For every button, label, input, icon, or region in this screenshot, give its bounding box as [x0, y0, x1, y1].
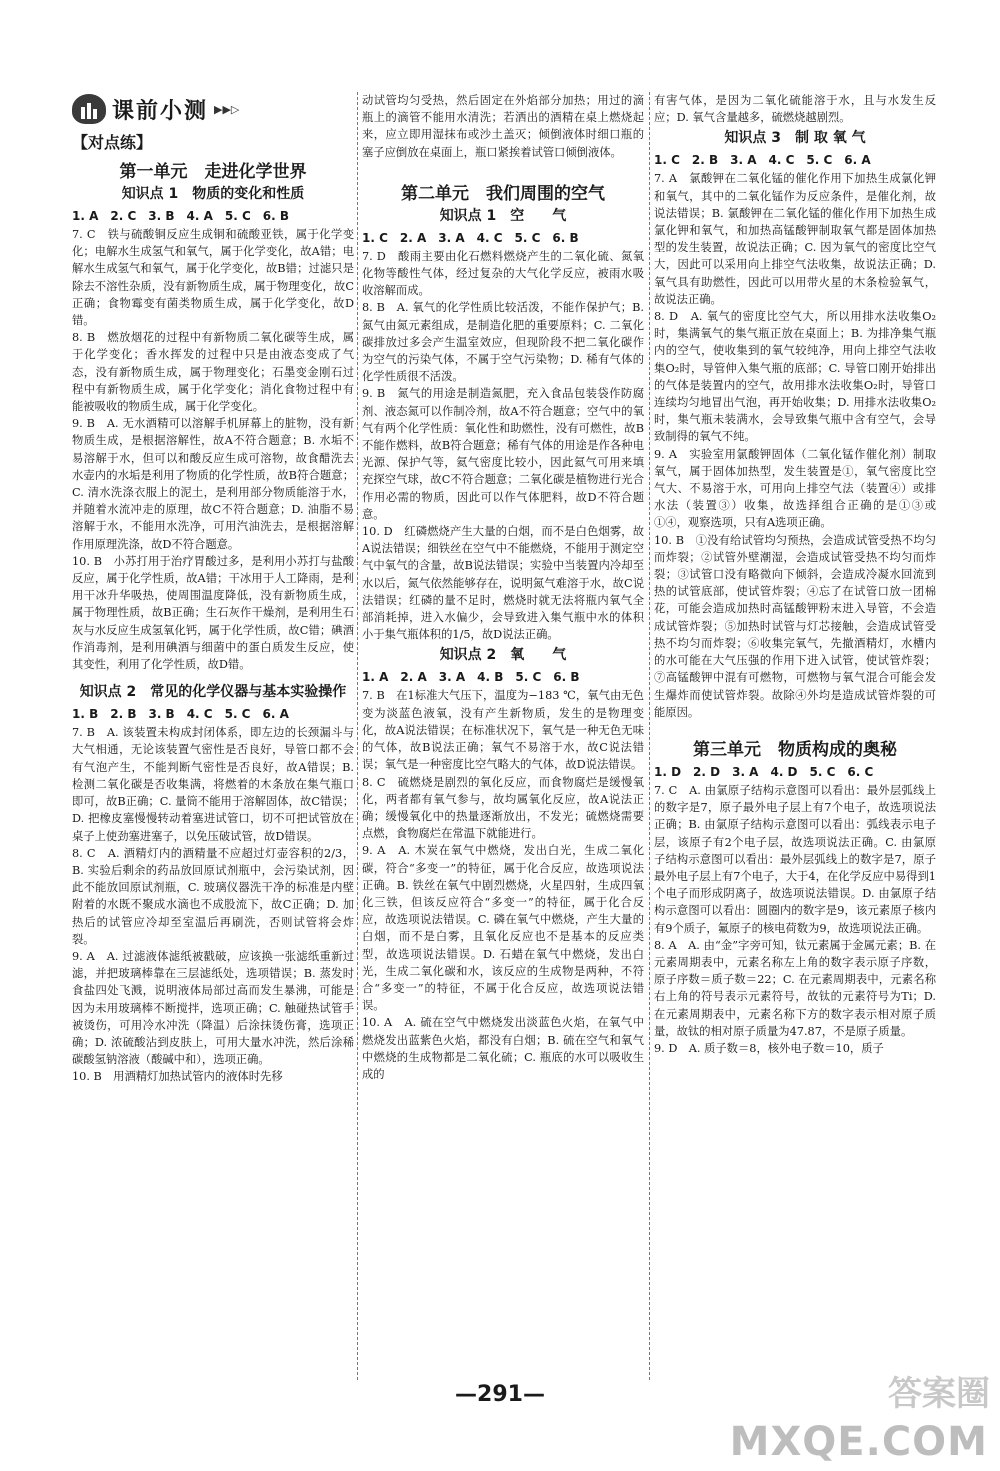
answer-item: 8. B 燃放烟花的过程中有新物质二氧化碳等生成，属于化学变化；香水挥发的过程中只是由液态变成了气态，没有新物质生成，属于物理变化；石墨变金刚石过程中有新物质生成，属于化学变化；消化食物过程中有能被吸收的物质生成，属于化学变化。	[72, 331, 354, 414]
answer-item: 7. B A. 该装置未构成封闭体系，即左边的长颈漏斗与大气相通，无论该装置气密性是否良好，导管口都不会有气泡产生，不能判断气密性是否良好，故A错误；B. 检测二氧化碳是否收集满，将燃着的木条放在集气瓶口即可，故B正确；C. 量筒不能用于溶解固体，故C错误；D. 把橡皮塞慢慢转动着塞进试管口，切不可把试管放在桌子上使劲塞进塞子，以免压破试管，故D错误。	[72, 726, 354, 843]
unit-heading: 第一单元 走进化学世界	[119, 162, 307, 182]
section-title: 课前小测	[112, 98, 209, 124]
answer-item: 7. A 氯酸钾在二氧化锰的催化作用下加热生成氯化钾和氧气，其中的二氧化锰作为反应条件，是催化剂，故说法错误；B. 氯酸钾在二氧化锰的催化作用下加热生成氯化钾和氧气，和加热高锰酸钾制取氧气都是固体加热型的发生装置，故说法正确；C. 因为氧气的密度比空气大，因此可以采用向上排空气法收集，故说法正确；D. 氧气具有助燃性，因此可以用带火星的木条检验氧气，故说法正确。	[654, 172, 936, 306]
answer-line: 1. C 2. B 3. A 4. C 5. C 6. A	[654, 153, 871, 168]
answer-item: 8. A A. 由“金”字旁可知，钛元素属于金属元素；B. 在元素周期表中，元素名称左上角的数字表示原子序数，原子序数＝质子数＝22；C. 在元素周期表中，元素名称右上角的符号表示元素符号，故钛的元素符号为Ti；D. 在元素周期表中，元素名称下方的数字表示相对原子质量，故钛的相对原子质量为47.87，不是原子质量。	[654, 938, 936, 1038]
column-3	[654, 92, 936, 1057]
answer-item: 8. C A. 酒精灯内的酒精量不应超过灯壶容积的2/3，B. 实验后剩余的药品放回原试剂瓶中，会污染试剂，因此不能放回原试剂瓶，C. 玻璃仪器洗干净的标准是内壁附着的水既不聚成水滴也不成股流下，故C正确；D. 加热后的试管应冷却至室温后再刷洗，否则试管将会炸裂。	[72, 846, 354, 946]
answer-item: 10. D 红磷燃烧产生大量的白烟，而不是白色烟雾，故A说法错误；细铁丝在空气中不能燃烧，不能用于测定空气中氧气的含量，故B说法错误；实验中当装置内冷却至水以后，氮气依然能够存在，说明氮气难溶于水，故C说法错误；红磷的量不足时，燃烧时就无法将瓶内氧气全部消耗掉，进入水偏少，会导致进入集气瓶中水的体积小于集气瓶体积的1/5，故D说法正确。	[362, 525, 644, 642]
answer-item: 10. B 小苏打用于治疗胃酸过多，是利用小苏打与盐酸反应，属于化学性质，故A错；干冰用于人工降雨，是利用干冰升华吸热，使周围温度降低，没有新物质生成，属于物理性质，故B正确；生石灰作干燥剂，是利用生石灰与水反应生成氢氧化钙，属于化学性质，故C错；碘酒作消毒剂，是利用碘酒与细菌中的蛋白质发生反应，使其变性，利用了化学性质，故D错。	[72, 554, 354, 672]
answer-item: 9. A A. 木炭在氧气中燃烧，发出白光，生成二氧化碳，符合“多变一”的特征，属于化合反应，故选项说法正确。B. 铁丝在氧气中剧烈燃烧，火星四射，生成四氧化三铁，但该反应符合“多变一”的特征，属于化合反应，故选项说法错误。C. 磷在氧气中燃烧，产生大量的白烟，而不是白雾，且氧化反应也不是基本的反应类型，故选项说法错误。D. 石蜡在氧气中燃烧，发出白光，生成二氧化碳和水，该反应的生成物是两种，不符合“多变一”的特征，不属于化合反应，故选项说法错误。	[362, 844, 644, 1013]
knowledge-point-heading: 知识点 2 氧 气	[439, 647, 567, 664]
answer-item: 7. C 铁与硫酸铜反应生成铜和硫酸亚铁，属于化学变化；电解水生成氢气和氧气，属于化学变化，故A错；电解水生成氢气和氧气，属于化学变化，故B错；过滤只是除去不溶性杂质，没有新物质生成，属于物理变化，故C正确；食物霉变有菌类物质生成，属于化学变化，故D错。	[72, 228, 354, 328]
continued-text: 动试管均匀受热，然后固定在外焰部分加热；用过的滴瓶上的滴管不能用水清洗；若洒出的酒精在桌上燃烧起来，应立即用湿抹布或沙土盖灭；倾倒液体时细口瓶的塞子应倒放在桌面上，瓶口紧挨着试管口倾倒液体。	[362, 94, 644, 159]
column-1	[72, 92, 354, 1086]
knowledge-point-heading: 知识点 1 空 气	[439, 207, 567, 224]
answer-item: 10. B 用酒精灯加热试管内的液体时先移	[72, 1070, 283, 1084]
watermark: MXQE.COM	[729, 1419, 988, 1465]
answer-item: 7. B 在1标准大气压下，温度为−183 ℃，氧气由无色变为淡蓝色液氧，没有产生新物质，发生的是物理变化，故A说法错误；在标准状况下，氧气是一种无色无味的气体，故B说法正确；氧气不易溶于水，故C说法错误；氧气是一种密度比空气略大的气体，故D说法错误。	[362, 689, 644, 772]
answer-line: 1. A 2. C 3. B 4. A 5. C 6. B	[72, 209, 289, 223]
column-divider	[357, 92, 358, 1380]
answer-item: 8. B A. 氧气的化学性质比较活泼，不能作保护气；B. 氮气由氮元素组成，是制造化肥的重要原料；C. 二氧化碳排放过多会产生温室效应，但现阶段不把二氧化碳作为空气的污染气体，不属于空气污染物；D. 稀有气体的化学性质很不活泼。	[362, 301, 644, 384]
unit-heading: 第二单元 我们周围的空气	[401, 183, 605, 204]
answer-line: 1. A 2. A 3. A 4. B 5. C 6. B	[362, 670, 580, 685]
watermark-badge: 答案圈	[888, 1374, 990, 1414]
answer-item: 9. A A. 过滤液体滤纸被戳破，应该换一张滤纸重新过滤，并把玻璃棒靠在三层滤纸处，选项错误；B. 蒸发时食盐四处飞溅，说明液体局部过高而发生暴沸，可能是因为未用玻璃棒不断搅拌，选项正确；C. 触碰热试管手被烫伤，可用冷水冲洗（降温）后涂抹烫伤膏，选项正确；D. 浓硫酸沾到皮肤上，可用大量水冲洗，然后涂稀碳酸氢钠溶液（酸碱中和），选项正确。	[72, 949, 354, 1067]
answer-item: 10. B ①没有给试管均匀预热，会造成试管受热不均匀而炸裂；②试管外壁潮湿，会造成试管受热不均匀而炸裂；③试管口没有略微向下倾斜，会造成冷凝水回流到热的试管底部，使试管炸裂；④忘了在试管口放一团棉花，可能会造成加热时高锰酸钾粉末进入导管，不会造成试管炸裂；⑤加热时试管与灯芯接触，会造成试管受热不均匀而炸裂；⑥收集完氧气，先撤酒精灯，水槽内的水可能在大气压强的作用下进入试管，使试管炸裂；⑦高锰酸钾中混有可燃物，可燃物与氧气混合可能会发生爆炸而使试管炸裂。故除④外均是造成试管炸裂的可能原因。	[654, 533, 936, 719]
knowledge-point-heading: 知识点 2 常见的化学仪器与基本实验操作	[79, 684, 347, 701]
answer-line: 1. B 2. B 3. B 4. C 5. C 6. A	[72, 707, 289, 722]
answer-line: 1. C 2. A 3. A 4. C 5. C 6. B	[362, 230, 579, 245]
knowledge-point-heading: 知识点 1 物质的变化和性质	[121, 186, 305, 202]
continued-text: 有害气体，是因为二氧化硫能溶于水，且与水发生反应；D. 氧气含量越多，硫燃烧越剧烈。	[654, 94, 936, 125]
answer-line: 1. D 2. D 3. A 4. D 5. C 6. C	[654, 764, 874, 779]
section-header	[72, 92, 354, 126]
answer-item: 8. C 硫燃烧是剧烈的氧化反应，而食物腐烂是缓慢氧化，两者都有氧气参与，故均属氧化反应，故A说法正确；缓慢氧化中的热量逐渐放出，不发光；硫燃烧需要点燃，食物腐烂在常温下就能进行。	[362, 775, 644, 841]
answer-item: 8. D A. 氧气的密度比空气大，所以用排水法收集O₂时，集满氧气的集气瓶正放在桌面上；B. 为排净集气瓶内的空气，使收集到的氧气较纯净，用向上排空气法收集O₂时，导管伸入集气瓶的底部；C. 导管口刚开始排出的气体是装置内的空气，故用排水法收集O₂时，导管口连续均匀地冒出气泡，再开始收集；D. 用排水法收集O₂时，集气瓶未装满水，会导致集气瓶中含有空气，会导致制得的氧气不纯。	[654, 310, 936, 444]
column-divider	[649, 92, 650, 1380]
answer-item: 9. B A. 无水酒精可以溶解手机屏幕上的脏物，没有新物质生成，是根据溶解性，故A不符合题意；B. 水垢不易溶解于水，但可以和酸反应生成可溶物，故食醋洗去水壶内的水垢是利用了物质的化学性质，故B符合题意；C. 清水洗涤衣服上的泥土，是利用部分物质能溶于水，并随着水流冲走的原理，故C不符合题意；D. 油脂不易溶解于水，不能用水洗净，可用汽油洗去，是根据溶解作用原理洗涤，故D不符合题意。	[72, 417, 354, 551]
arrows-icon: ▶▶▷	[214, 102, 240, 116]
answer-item: 10. A A. 硫在空气中燃烧发出淡蓝色火焰，在氧气中燃烧发出蓝紫色火焰，都没有白烟；B. 硫在空气和氧气中燃烧的生成物都是二氧化硫；C. 瓶底的水可以吸收生成的	[362, 1016, 644, 1081]
answer-item: 7. C A. 由氯原子结构示意图可以看出：最外层弧线上的数字是7，原子最外电子层上有7个电子，故选项说法正确；B. 由氯原子结构示意图可以看出：弧线表示电子层，该原子有2个电子层，故选项说法正确。C. 由氯原子结构示意图可以看出：最外层弧线上的数字是7，原子最外电子层上有7个电子，大于4，在化学反应中易得到1个电子而形成阴离子，故选项说法错误。D. 由氯原子结构示意图可以看出：圆圈内的数字是9，该元素原子核内有9个质子，氟原子的核电荷数为9，故选项说法正确。	[654, 783, 936, 935]
answer-item: 9. B 氮气的用途是制造氮肥，充入食品包装袋作防腐剂、液态氮可以作制冷剂，故A不符合题意；空气中的氧气有两个化学性质：氧化性和助燃性，没有可燃性，故B不能作燃料，故B符合题意；稀有气体的用途是作各种电光源、保护气等，氦气密度比较小，因此氦气可用来填充探空气球，故C不符合题意；二氧化碳是植物进行光合作用必需的物质，因此可以作气体肥料，故D不符合题意。	[362, 387, 644, 521]
answer-item: 9. D A. 质子数＝8，核外电子数＝10，质子	[654, 1041, 884, 1055]
unit-heading: 第三单元 物质构成的奥秘	[693, 739, 897, 760]
answer-item: 9. A 实验室用氯酸钾固体（二氧化锰作催化剂）制取氧气，属于固体加热型，发生装置是①，氧气密度比空气大、不易溶于水，可用向上排空气法（装置④）或排水法（装置③）收集，故选择组合正确的是①③或①④，观察选项，只有A选项正确。	[654, 447, 936, 530]
answer-item: 7. D 酸雨主要由化石燃料燃烧产生的二氧化硫、氮氧化物等酸性气体，经过复杂的大气化学反应，被雨水吸收溶解而成。	[362, 249, 644, 298]
page-number: —291—	[455, 1382, 545, 1407]
knowledge-point-heading: 知识点 3 制 取 氧 气	[724, 130, 866, 147]
book-logo-icon	[72, 94, 106, 124]
practice-tag: 【对点练】	[72, 133, 153, 152]
column-2	[362, 92, 644, 1083]
